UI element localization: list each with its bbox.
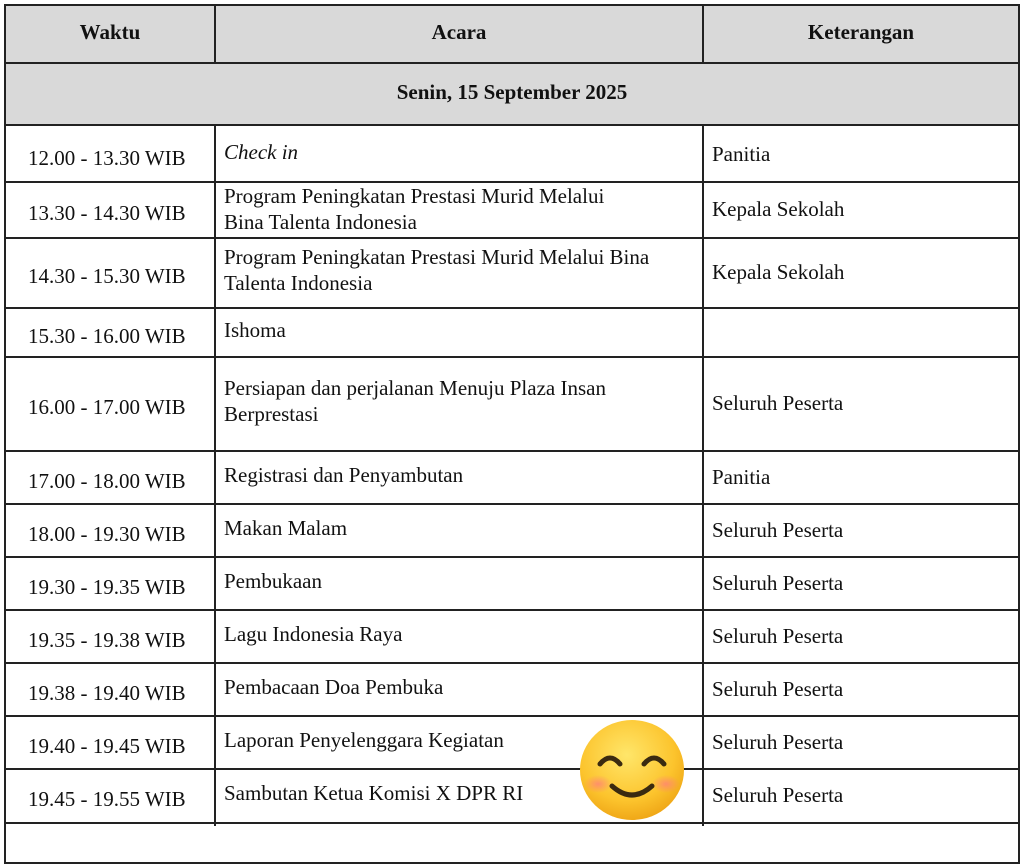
row-divider — [6, 822, 1018, 824]
header-waktu: Waktu — [79, 20, 141, 44]
cell-acara: Pembacaan Doa Pembuka — [224, 674, 444, 699]
cell-acara: Persiapan dan perjalanan Menuju Plaza Insan Berprestasi — [224, 376, 606, 426]
cell-acara: Pembukaan — [224, 568, 322, 593]
cell-acara: Registrasi dan Penyambutan — [224, 462, 464, 487]
cell-waktu: 13.30 - 14.30 WIB — [28, 201, 186, 225]
column-divider — [214, 126, 216, 826]
cell-keterangan: Panitia — [712, 464, 771, 489]
cell-acara: Makan Malam — [224, 515, 348, 540]
row-divider — [6, 503, 1018, 505]
smiling-face-emoji-icon — [578, 718, 686, 822]
row-divider — [6, 662, 1018, 664]
cell-acara: Lagu Indonesia Raya — [224, 621, 403, 646]
column-divider — [702, 126, 704, 826]
row-divider — [6, 307, 1018, 309]
cell-waktu: 19.40 - 19.45 WIB — [28, 733, 186, 758]
header-acara: Acara — [431, 20, 487, 44]
cell-waktu: 14.30 - 15.30 WIB — [28, 264, 186, 288]
row-divider — [6, 556, 1018, 558]
cell-keterangan: Seluruh Peserta — [712, 517, 844, 542]
cell-keterangan: Seluruh Peserta — [712, 570, 844, 595]
column-divider — [702, 6, 704, 62]
cell-keterangan: Seluruh Peserta — [712, 729, 844, 754]
row-divider — [6, 450, 1018, 452]
cell-waktu: 15.30 - 16.00 WIB — [28, 323, 186, 348]
row-divider — [6, 609, 1018, 611]
cell-keterangan: Kepala Sekolah — [712, 260, 845, 284]
table-border — [4, 4, 1020, 864]
cell-acara: Program Peningkatan Prestasi Murid Melalui Bina Talenta Indonesia — [224, 245, 650, 295]
cell-acara: Check in — [224, 139, 299, 164]
cell-acara: Ishoma — [224, 317, 286, 342]
row-divider — [6, 124, 1018, 126]
row-divider — [6, 62, 1018, 64]
cell-waktu: 19.30 - 19.35 WIB — [28, 574, 186, 599]
row-divider — [6, 715, 1018, 717]
cell-waktu: 18.00 - 19.30 WIB — [28, 521, 186, 546]
row-divider — [6, 356, 1018, 358]
day-title: Senin, 15 September 2025 — [396, 80, 628, 104]
header-keterangan: Keterangan — [807, 20, 915, 44]
cell-keterangan: Seluruh Peserta — [712, 623, 844, 648]
cell-waktu: 12.00 - 13.30 WIB — [28, 145, 186, 170]
cell-acara: Sambutan Ketua Komisi X DPR RI — [224, 781, 524, 805]
cell-keterangan: Seluruh Peserta — [712, 783, 844, 807]
row-divider — [6, 181, 1018, 183]
row-divider — [6, 237, 1018, 239]
column-divider — [214, 6, 216, 62]
cell-keterangan: Kepala Sekolah — [712, 197, 845, 221]
cell-keterangan: Seluruh Peserta — [712, 391, 844, 415]
cell-waktu: 19.35 - 19.38 WIB — [28, 627, 186, 652]
row-divider — [6, 768, 1018, 770]
cell-waktu: 16.00 - 17.00 WIB — [28, 395, 186, 419]
cell-acara: Program Peningkatan Prestasi Murid Melalui Bina Talenta Indonesia — [224, 184, 605, 234]
cell-waktu: 19.38 - 19.40 WIB — [28, 680, 186, 705]
cell-acara: Laporan Penyelenggara Kegiatan — [224, 727, 504, 752]
cell-keterangan: Seluruh Peserta — [712, 676, 844, 701]
cell-keterangan: Panitia — [712, 141, 771, 166]
cell-waktu: 19.45 - 19.55 WIB — [28, 787, 186, 811]
cell-waktu: 17.00 - 18.00 WIB — [28, 468, 186, 493]
